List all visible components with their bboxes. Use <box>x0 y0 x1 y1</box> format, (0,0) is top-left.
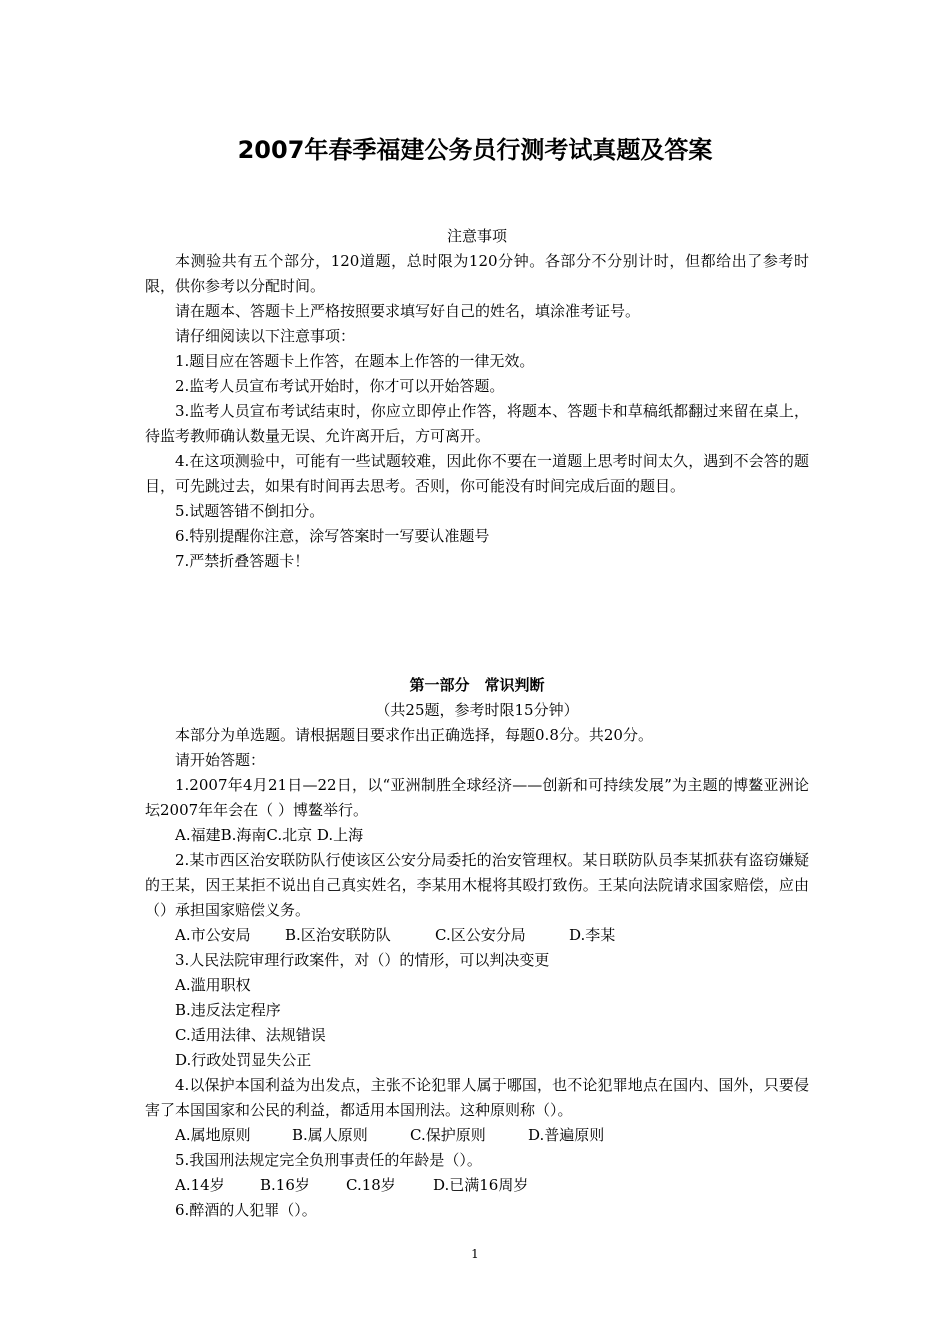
option: D.李某 <box>569 926 616 944</box>
part1-intro: 本部分为单选题。请根据题目要求作出正确选择，每题0.8分。共20分。 <box>175 726 653 744</box>
notice-paragraph: 请在题本、答题卡上严格按照要求填写好自己的姓名，填涂准考证号。 <box>175 302 641 320</box>
notice-paragraph: 请仔细阅读以下注意事项： <box>175 327 356 345</box>
question-options: A.福建B.海南C.北京 D.上海 <box>175 826 364 844</box>
question-options <box>145 1173 809 1198</box>
question-options <box>145 923 809 948</box>
option: D.普遍原则 <box>528 1126 605 1144</box>
option: D.已满16周岁 <box>433 1176 529 1194</box>
option: A.14岁 <box>175 1176 225 1194</box>
notice-paragraph: 本测验共有五个部分，120道题，总时限为120分钟。各部分不分别计时，但都给出了参考时限，供你参考以分配时间。 <box>145 252 809 295</box>
option: C.区公安分局 <box>435 926 526 944</box>
option: A.市公安局 <box>175 926 251 944</box>
part1-start: 请开始答题： <box>175 751 266 769</box>
document-title: 2007年春季福建公务员行测考试真题及答案 <box>237 136 713 164</box>
notice-item: 7.严禁折叠答题卡！ <box>175 552 310 570</box>
notice-item: 4.在这项测验中，可能有一些试题较难，因此你不要在一道题上思考时间太久，遇到不会答的题目，可先跳过去，如果有时间再去思考。否则，你可能没有时间完成后面的题目。 <box>145 452 809 495</box>
notice-item: 6.特别提醒你注意，涂写答案时一写要认准题号 <box>175 527 490 545</box>
option: B.属人原则 <box>292 1126 368 1144</box>
question-stem: 4.以保护本国利益为出发点，主张不论犯罪人属于哪国，也不论犯罪地点在国内、国外，只要侵害了本国国家和公民的利益，都适用本国刑法。这种原则称（）。 <box>145 1076 809 1119</box>
question-stem: 2.某市西区治安联防队行使该区公安分局委托的治安管理权。某日联防队员李某抓获有盗窃嫌疑的王某，因王某拒不说出自己真实姓名，李某用木棍将其殴打致伤。王某向法院请求国家赔偿，应由（）承担国家赔偿义务。 <box>145 851 809 919</box>
option: A.属地原则 <box>175 1126 251 1144</box>
part1-subheading: （共25题，参考时限15分钟） <box>375 701 579 719</box>
question-stem: 6.醉酒的人犯罪（）。 <box>175 1201 317 1219</box>
question-stem: 1.2007年4月21日—22日，以“亚洲制胜全球经济——创新和可持续发展”为主题的博鳌亚洲论坛2007年年会在（ ）博鳌举行。 <box>145 776 809 819</box>
notice-item: 5.试题答错不倒扣分。 <box>175 502 325 520</box>
option: C.保护原则 <box>410 1126 486 1144</box>
part1-heading: 第一部分 常识判断 <box>409 676 545 694</box>
question-options <box>145 1123 809 1148</box>
question-stem: 3.人民法院审理行政案件，对（）的情形，可以判决变更 <box>175 951 550 969</box>
option: D.行政处罚显失公正 <box>175 1051 312 1069</box>
option: B.区治安联防队 <box>285 926 391 944</box>
part1-section <box>145 673 809 1223</box>
page-number: 1 <box>471 1247 479 1261</box>
notice-item: 3.监考人员宣布考试结束时，你应立即停止作答，将题本、答题卡和草稿纸都翻过来留在桌上，待监考教师确认数量无误、允许离开后，方可离开。 <box>145 402 809 445</box>
notice-section <box>145 224 809 574</box>
notice-item: 2.监考人员宣布考试开始时，你才可以开始答题。 <box>175 377 505 395</box>
notice-item: 1.题目应在答题卡上作答，在题本上作答的一律无效。 <box>175 352 535 370</box>
question-stem: 5.我国刑法规定完全负刑事责任的年龄是（）。 <box>175 1151 482 1169</box>
option: A.滥用职权 <box>175 976 251 994</box>
option: B.违反法定程序 <box>175 1001 281 1019</box>
option: C.18岁 <box>346 1176 396 1194</box>
option: B.16岁 <box>260 1176 310 1194</box>
option: C.适用法律、法规错误 <box>175 1026 326 1044</box>
notice-heading: 注意事项 <box>446 227 507 245</box>
